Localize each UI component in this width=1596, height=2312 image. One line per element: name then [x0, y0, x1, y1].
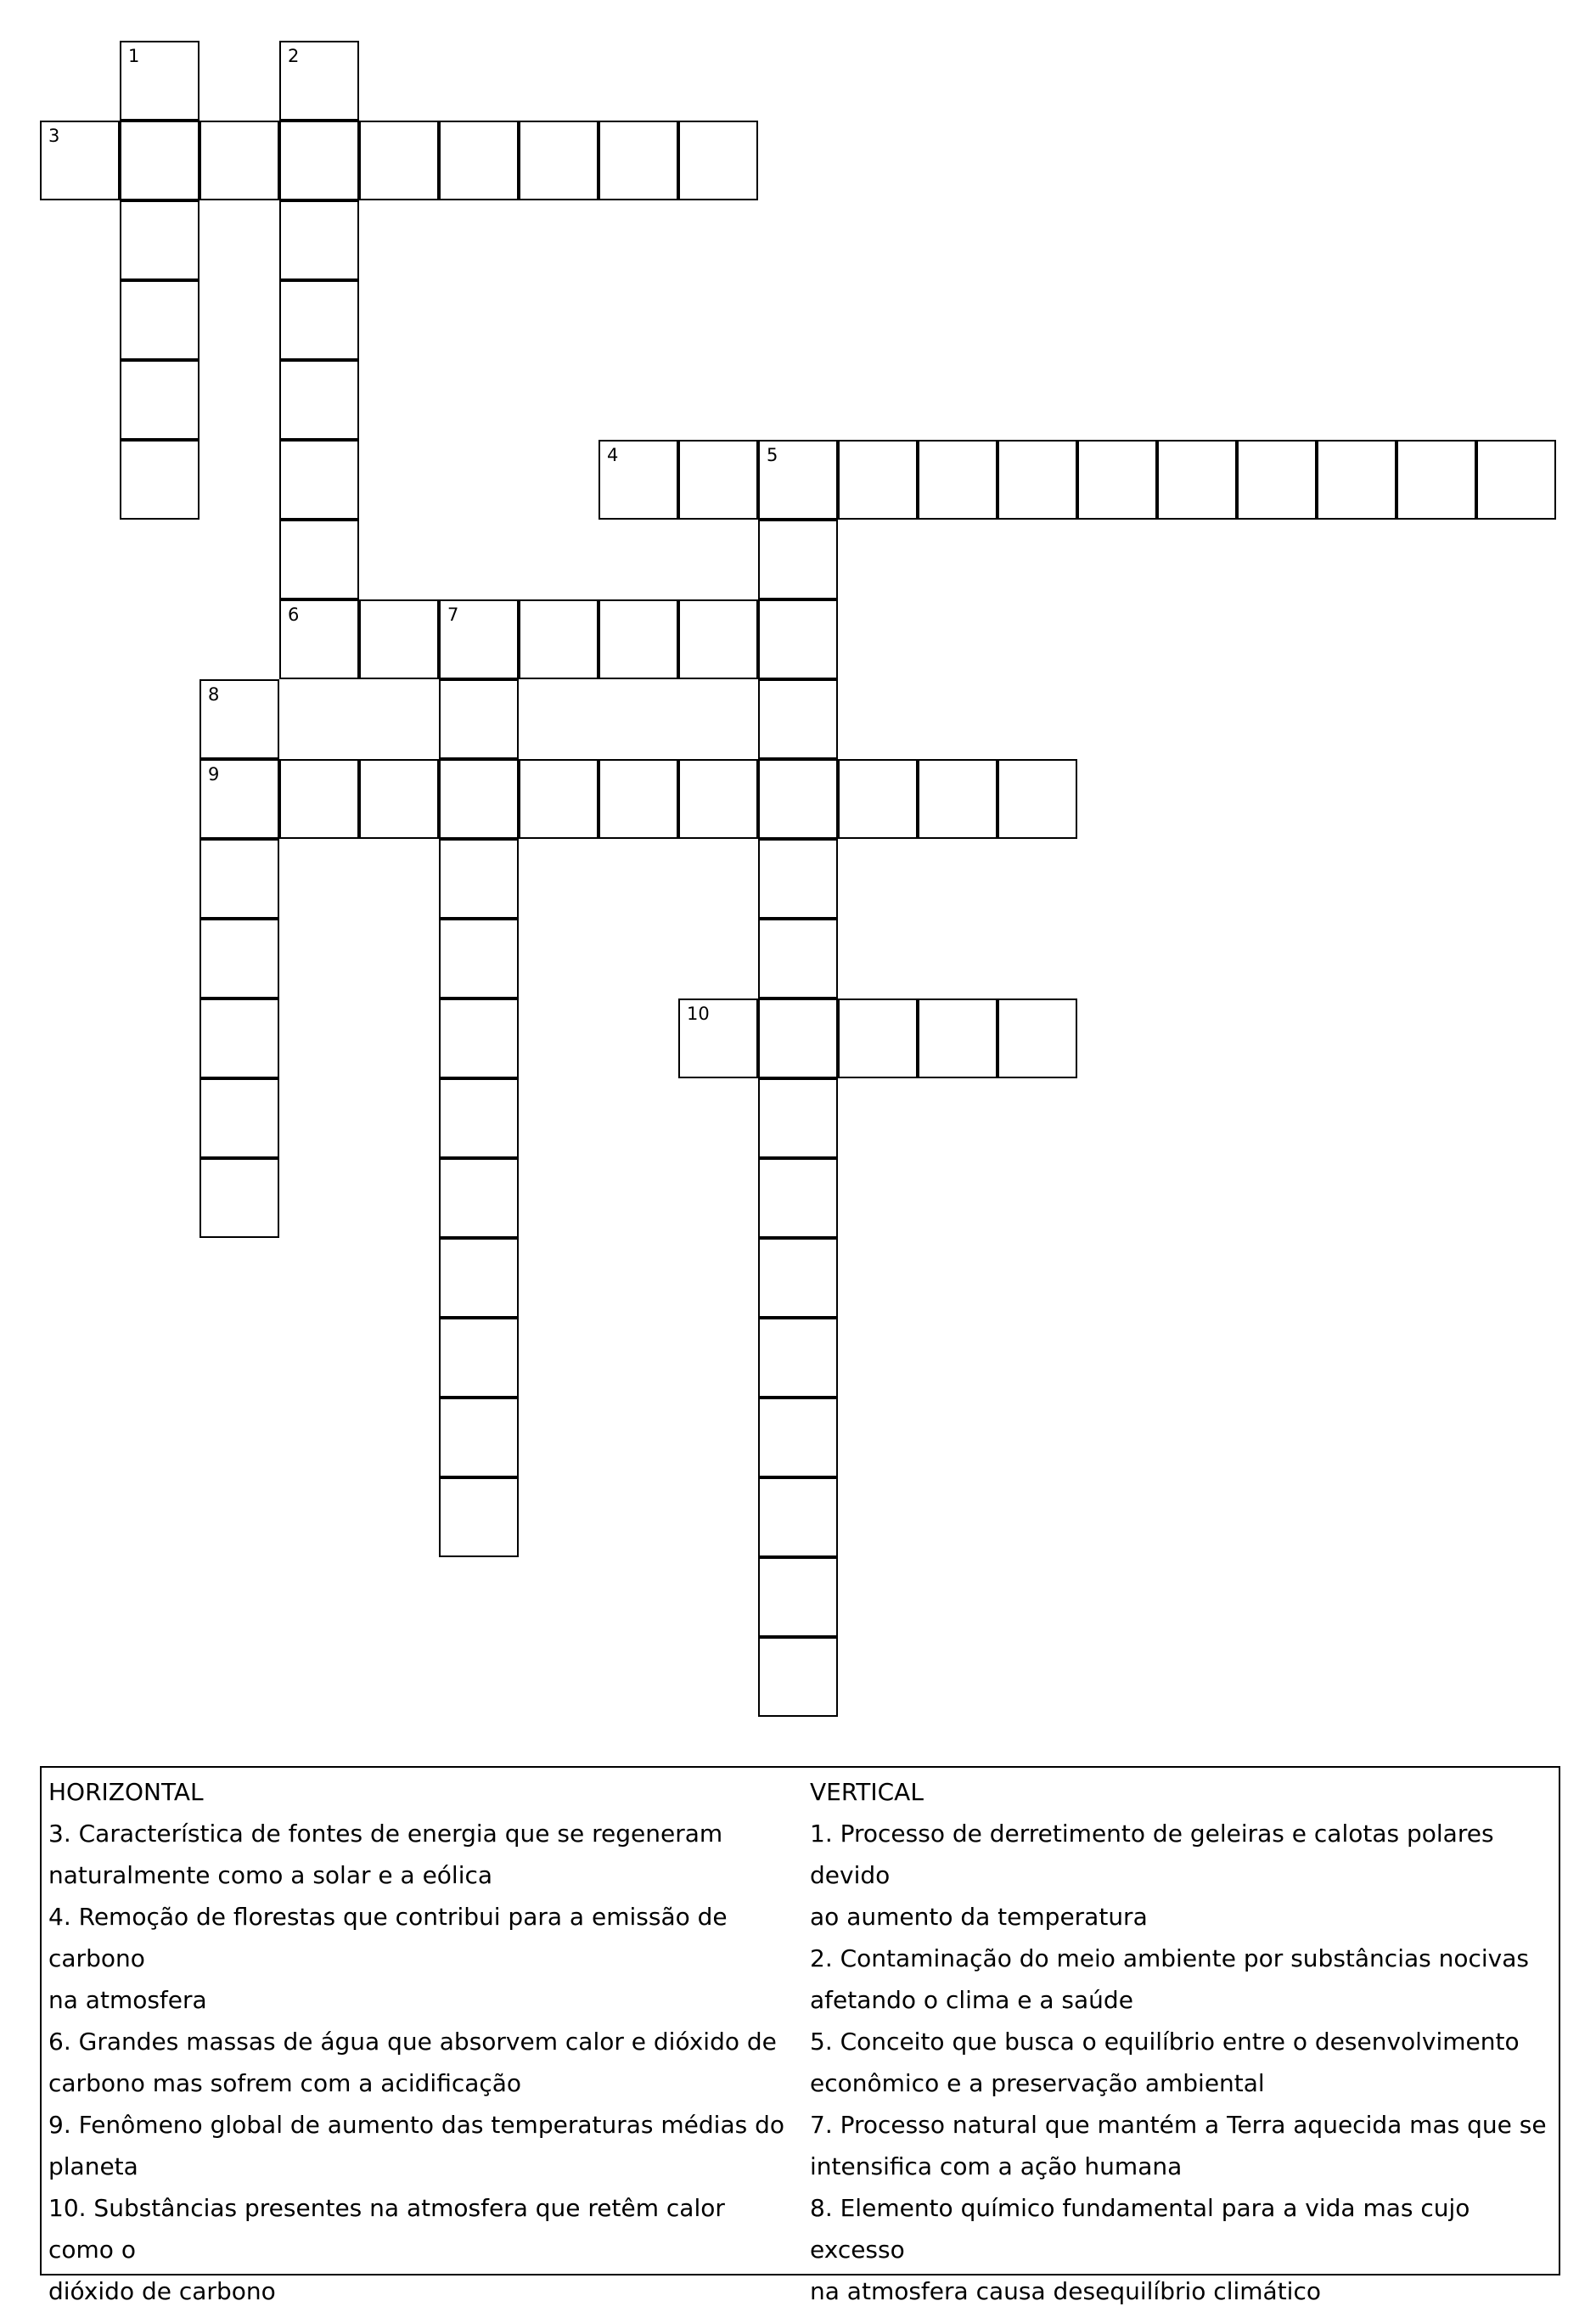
grid-cell[interactable] [598, 121, 678, 200]
grid-cell[interactable] [279, 360, 359, 440]
grid-cell[interactable] [439, 759, 519, 839]
grid-cell[interactable] [120, 280, 200, 360]
grid-cell[interactable] [120, 41, 200, 121]
grid-cell[interactable] [439, 839, 519, 919]
clue-number: 3 [48, 126, 60, 146]
grid-cell[interactable] [758, 1078, 838, 1158]
grid-cell[interactable] [279, 520, 359, 599]
vertical-heading: VERTICAL [810, 1778, 924, 1806]
grid-cell[interactable] [758, 1238, 838, 1318]
horizontal-clue: 9. Fenômeno global de aumento das temperaturas médias do planeta [48, 2111, 784, 2180]
grid-cell[interactable] [838, 998, 918, 1078]
clue-number: 7 [447, 605, 459, 625]
grid-cell[interactable] [1077, 440, 1157, 520]
grid-cell[interactable] [758, 919, 838, 998]
grid-cell[interactable] [120, 200, 200, 280]
clue-number: 2 [288, 46, 300, 66]
grid-cell[interactable] [1157, 440, 1237, 520]
grid-cell[interactable] [439, 121, 519, 200]
grid-cell[interactable] [519, 759, 598, 839]
grid-cell[interactable] [439, 1318, 519, 1398]
grid-cell[interactable] [997, 759, 1077, 839]
grid-cell[interactable] [120, 440, 200, 520]
horizontal-clue: 4. Remoção de florestas que contribui para a emissão de carbono na atmosfera [48, 1903, 728, 2014]
grid-cell[interactable] [279, 759, 359, 839]
grid-cell[interactable] [758, 520, 838, 599]
grid-cell[interactable] [918, 440, 997, 520]
grid-cell[interactable] [758, 1318, 838, 1398]
grid-cell[interactable] [439, 919, 519, 998]
grid-cell[interactable] [758, 440, 838, 520]
clues-box [40, 1766, 1560, 2305]
grid-cell[interactable] [678, 121, 758, 200]
grid-cell[interactable] [758, 1637, 838, 1717]
grid-cell[interactable] [678, 440, 758, 520]
grid-cell[interactable] [279, 41, 359, 121]
grid-cell[interactable] [279, 121, 359, 200]
grid-cell[interactable] [200, 839, 279, 919]
grid-cell[interactable] [439, 599, 519, 679]
grid-cell[interactable] [758, 1158, 838, 1238]
grid-cell[interactable] [279, 200, 359, 280]
grid-cell[interactable] [120, 121, 200, 200]
grid-cell[interactable] [758, 1477, 838, 1557]
grid-cell[interactable] [359, 121, 439, 200]
grid-cell[interactable] [279, 280, 359, 360]
grid-cell[interactable] [1317, 440, 1396, 520]
grid-cell[interactable] [997, 440, 1077, 520]
grid-cell[interactable] [439, 1238, 519, 1318]
grid-cell[interactable] [1396, 440, 1476, 520]
horizontal-clue: 3. Característica de fontes de energia que se regeneram naturalmente como a solar e a eólica [48, 1820, 723, 1889]
grid-cell[interactable] [200, 1078, 279, 1158]
grid-cell[interactable] [758, 599, 838, 679]
vertical-clue: 8. Elemento químico fundamental para a vida mas cujo excesso na atmosfera causa desequilíbrio climático [810, 2194, 1470, 2305]
grid-cell[interactable] [758, 998, 838, 1078]
horizontal-heading: HORIZONTAL [48, 1778, 204, 1806]
grid-cell[interactable] [120, 360, 200, 440]
horizontal-clues-column [48, 1771, 795, 2312]
grid-cell[interactable] [439, 1158, 519, 1238]
vertical-clue: 7. Processo natural que mantém a Terra aquecida mas que se intensifica com a ação humana [810, 2111, 1547, 2180]
grid-cell[interactable] [439, 1477, 519, 1557]
vertical-clue: 1. Processo de derretimento de geleiras e calotas polares devido ao aumento da temperatura [810, 1820, 1494, 1931]
grid-cell[interactable] [200, 998, 279, 1078]
grid-cell[interactable] [200, 121, 279, 200]
grid-cell[interactable] [200, 759, 279, 839]
horizontal-clue: 10. Substâncias presentes na atmosfera que retêm calor como o dióxido de carbono [48, 2194, 725, 2305]
grid-cell[interactable] [439, 1398, 519, 1477]
grid-cell[interactable] [758, 1398, 838, 1477]
grid-cell[interactable] [838, 759, 918, 839]
grid-cell[interactable] [598, 759, 678, 839]
grid-cell[interactable] [359, 759, 439, 839]
grid-cell[interactable] [519, 121, 598, 200]
grid-cell[interactable] [918, 998, 997, 1078]
grid-cell[interactable] [678, 599, 758, 679]
grid-cell[interactable] [439, 679, 519, 759]
grid-cell[interactable] [758, 679, 838, 759]
grid-cell[interactable] [439, 1078, 519, 1158]
grid-cell[interactable] [598, 440, 678, 520]
grid-cell[interactable] [200, 679, 279, 759]
grid-cell[interactable] [838, 440, 918, 520]
grid-cell[interactable] [1237, 440, 1317, 520]
clue-number: 10 [687, 1004, 710, 1024]
grid-cell[interactable] [678, 998, 758, 1078]
clue-number: 9 [208, 764, 220, 785]
horizontal-clue: 6. Grandes massas de água que absorvem calor e dióxido de carbono mas sofrem com a acidificação [48, 2028, 777, 2097]
grid-cell[interactable] [1476, 440, 1556, 520]
grid-cell[interactable] [598, 599, 678, 679]
grid-cell[interactable] [758, 1557, 838, 1637]
grid-cell[interactable] [359, 599, 439, 679]
grid-cell[interactable] [918, 759, 997, 839]
vertical-clue: 5. Conceito que busca o equilíbrio entre o desenvolvimento econômico e a preservação ambiental [810, 2028, 1520, 2097]
grid-cell[interactable] [678, 759, 758, 839]
grid-cell[interactable] [200, 919, 279, 998]
grid-cell[interactable] [200, 1158, 279, 1238]
grid-cell[interactable] [519, 599, 598, 679]
clue-number: 8 [208, 684, 220, 705]
vertical-clue: 2. Contaminação do meio ambiente por substâncias nocivas afetando o clima e a saúde [810, 1944, 1529, 2014]
grid-cell[interactable] [997, 998, 1077, 1078]
clue-number: 6 [288, 605, 300, 625]
grid-cell[interactable] [279, 599, 359, 679]
vertical-clues-column [810, 1771, 1557, 2312]
clue-number: 4 [607, 445, 619, 465]
grid-cell[interactable] [439, 998, 519, 1078]
clue-number: 1 [128, 46, 140, 66]
grid-cell[interactable] [279, 440, 359, 520]
grid-cell[interactable] [40, 121, 120, 200]
clue-number: 5 [767, 445, 778, 465]
grid-cell[interactable] [758, 839, 838, 919]
grid-cell[interactable] [758, 759, 838, 839]
